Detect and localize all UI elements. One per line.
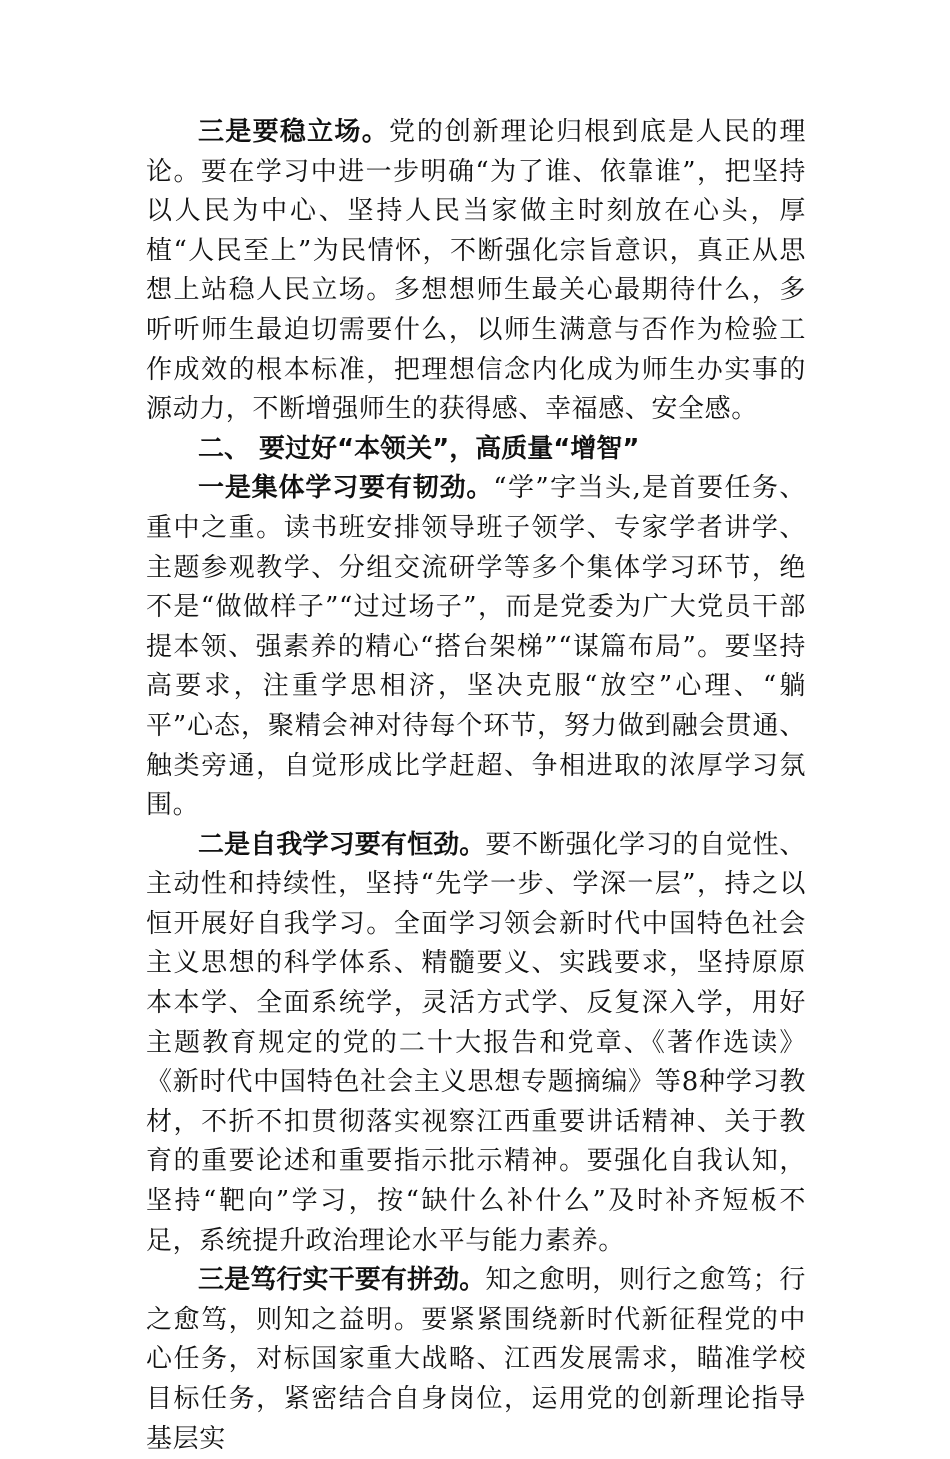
paragraph-body: 知之愈明，则行之愈笃；行之愈笃，则知之益明。要紧紧围绕新时代新征程党的中心任务，对标国家重大战略、江西发展需求，瞄准学校目标任务，紧密结合自身岗位，运用党的创新理论指导基层实 [146,1265,806,1454]
paragraph-stand-firm [146,113,806,430]
paragraph-body: “学”字当头,是首要任务、重中之重。读书班安排领导班子领学、专家学者讲学、主题参观教学、分组交流研学等多个集体学习环节，绝不是“做做样子”“过过场子”，而是党委为广大党员干部提本领、强素养的精心“搭台架梯”“谋篇布局”。要坚持高要求，注重学思相济，坚决克服“放空”心理、“躺平”心态，聚精会神对待每个环节，努力做到融会贯通、触类旁通，自觉形成比学赶超、争相进取的浓厚学习氛围。 [146,473,806,821]
paragraph-body: 党的创新理论归根到底是人民的理论。要在学习中进一步明确“为了谁、依靠谁”，把坚持以人民为中心、坚持人民当家做主时刻放在心头，厚植“人民至上”为民情怀，不断强化宗旨意识，真正从思想上站稳人民立场。多想想师生最关心最期待什么，多听听师生最迫切需要什么，以师生满意与否作为检验工作成效的根本标准，把理想信念内化成为师生办实事的源动力，不断增强师生的获得感、幸福感、安全感。 [146,117,806,425]
section-heading-2: 二、 要过好“本领关”，高质量“增智” [198,433,640,464]
paragraph-lead: 一是集体学习要有韧劲。 [198,473,494,504]
paragraph-body: 要不断强化学习的自觉性、主动性和持续性，坚持“先学一步、学深一层”，持之以恒开展好自我学习。全面学习领会新时代中国特色社会主义思想的科学体系、精髓要义、实践要求，坚持原原本本学、全面系统学，灵活方式学、反复深入学，用好主题教育规定的党的二十大报告和党章、《著作选读》《新时代中国特色社会主义思想专题摘编》等8种学习教材，不折不扣贯彻落实视察江西重要讲话精神、关于教育的重要论述和重要指示批示精神。要强化自我认知，坚持“靶向”学习，按“缺什么补什么”及时补齐短板不足，系统提升政治理论水平与能力素养。 [146,829,806,1256]
paragraph-lead: 二是自我学习要有恒劲。 [198,829,486,860]
paragraph-lead: 三是要稳立场。 [198,117,389,147]
paragraph-self-study [146,826,806,1262]
paragraph-collective-study [146,469,806,825]
paragraph-practice [146,1261,806,1459]
document-page [146,113,806,1459]
paragraph-lead: 三是笃行实干要有拼劲。 [198,1265,486,1296]
